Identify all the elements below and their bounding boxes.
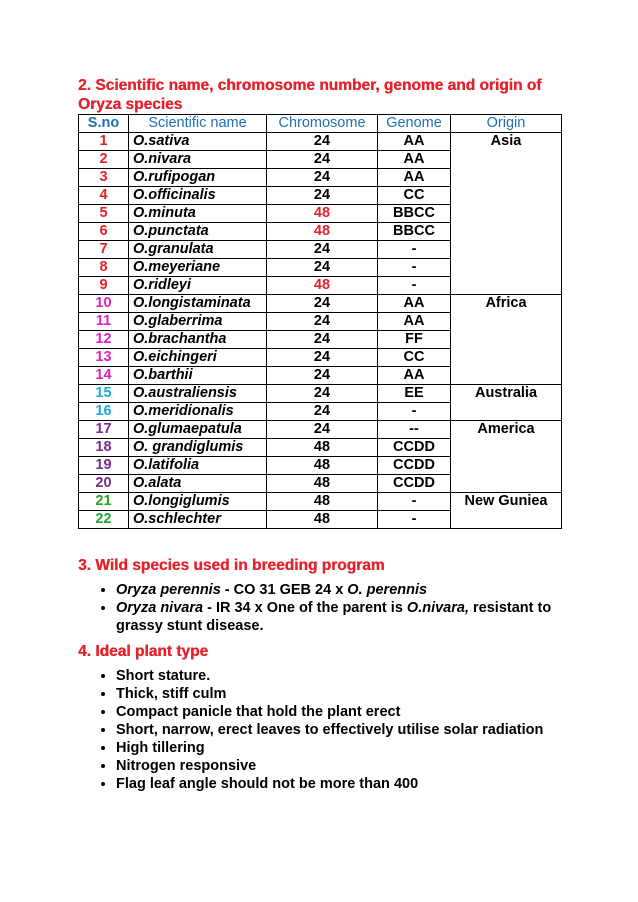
list-item	[116, 581, 562, 599]
scientific-name-cell: O.minuta	[129, 205, 267, 223]
header-origin: Origin	[451, 115, 562, 133]
section4-title: 4. Ideal plant type	[78, 643, 209, 660]
species-name: O.nivara,	[406, 600, 469, 616]
serial-number-cell: 3	[79, 169, 129, 187]
table-row	[79, 295, 562, 313]
serial-number-cell: 16	[79, 403, 129, 421]
scientific-name-cell: O.glaberrima	[129, 313, 267, 331]
serial-number-cell: 18	[79, 439, 129, 457]
header-sno: S.no	[79, 115, 129, 133]
chromosome-cell: 24	[267, 169, 378, 187]
chromosome-cell: 24	[267, 385, 378, 403]
genome-cell: -	[378, 511, 451, 529]
list-item	[116, 599, 562, 635]
serial-number-cell: 8	[79, 259, 129, 277]
list-item: • High tillering	[116, 739, 562, 757]
table-row	[79, 385, 562, 403]
scientific-name-cell: O. grandiglumis	[129, 439, 267, 457]
list-item: • Thick, stiff culm	[116, 685, 562, 703]
chromosome-cell: 48	[267, 493, 378, 511]
scientific-name-cell: O.sativa	[129, 133, 267, 151]
header-scientific-name: Scientific name	[129, 115, 267, 133]
scientific-name-cell: O.barthii	[129, 367, 267, 385]
scientific-name-cell: O.officinalis	[129, 187, 267, 205]
chromosome-cell: 24	[267, 403, 378, 421]
scientific-name-cell: O.meyeriane	[129, 259, 267, 277]
scientific-name-cell: O.schlechter	[129, 511, 267, 529]
serial-number-cell: 2	[79, 151, 129, 169]
list-item: • Compact panicle that hold the plant erect	[116, 703, 562, 721]
ideal-plant-list	[78, 667, 562, 793]
genome-cell: -	[378, 259, 451, 277]
genome-cell: CCDD	[378, 475, 451, 493]
chromosome-cell: 24	[267, 133, 378, 151]
wild-species-list	[78, 581, 562, 635]
table-row	[79, 421, 562, 439]
genome-cell: --	[378, 421, 451, 439]
table-row	[79, 133, 562, 151]
breeding-text: - IR 34 x One of the parent is	[203, 600, 407, 616]
serial-number-cell: 12	[79, 331, 129, 349]
genome-cell: AA	[378, 133, 451, 151]
chromosome-cell: 24	[267, 421, 378, 439]
serial-number-cell: 11	[79, 313, 129, 331]
scientific-name-cell: O.punctata	[129, 223, 267, 241]
genome-cell: FF	[378, 331, 451, 349]
list-item: • Short stature.	[116, 667, 562, 685]
genome-cell: CC	[378, 187, 451, 205]
scientific-name-cell: O.eichingeri	[129, 349, 267, 367]
chromosome-cell: 24	[267, 259, 378, 277]
genome-cell: CC	[378, 349, 451, 367]
chromosome-cell: 48	[267, 475, 378, 493]
scientific-name-cell: O.glumaepatula	[129, 421, 267, 439]
serial-number-cell: 5	[79, 205, 129, 223]
genome-cell: AA	[378, 295, 451, 313]
chromosome-cell: 24	[267, 313, 378, 331]
header-genome: Genome	[378, 115, 451, 133]
chromosome-cell: 24	[267, 151, 378, 169]
genome-cell: AA	[378, 151, 451, 169]
serial-number-cell: 17	[79, 421, 129, 439]
chromosome-cell: 48	[267, 511, 378, 529]
genome-cell: -	[378, 493, 451, 511]
scientific-name-cell: O.ridleyi	[129, 277, 267, 295]
serial-number-cell: 4	[79, 187, 129, 205]
origin-cell: Australia	[451, 385, 562, 421]
chromosome-cell: 48	[267, 439, 378, 457]
genome-cell: CCDD	[378, 457, 451, 475]
serial-number-cell: 13	[79, 349, 129, 367]
scientific-name-cell: O.alata	[129, 475, 267, 493]
serial-number-cell: 19	[79, 457, 129, 475]
breeding-text: - CO 31 GEB 24 x	[220, 582, 348, 598]
genome-cell: CCDD	[378, 439, 451, 457]
scientific-name-cell: O.granulata	[129, 241, 267, 259]
origin-cell: New Guniea	[451, 493, 562, 529]
document-page	[78, 76, 562, 793]
genome-cell: -	[378, 403, 451, 421]
genome-cell: AA	[378, 169, 451, 187]
table-row	[79, 493, 562, 511]
scientific-name-cell: O.nivara	[129, 151, 267, 169]
breeding-text: resistant to grassy stunt disease.	[116, 600, 552, 634]
chromosome-cell: 48	[267, 457, 378, 475]
origin-cell: America	[451, 421, 562, 493]
serial-number-cell: 1	[79, 133, 129, 151]
chromosome-cell: 24	[267, 187, 378, 205]
oryza-species-table	[78, 114, 562, 529]
genome-cell: -	[378, 277, 451, 295]
chromosome-cell: 24	[267, 241, 378, 259]
serial-number-cell: 21	[79, 493, 129, 511]
serial-number-cell: 7	[79, 241, 129, 259]
species-name: O. perennis	[347, 582, 428, 598]
scientific-name-cell: O.australiensis	[129, 385, 267, 403]
chromosome-cell: 48	[267, 205, 378, 223]
serial-number-cell: 22	[79, 511, 129, 529]
list-item: • Flag leaf angle should not be more than 400	[116, 775, 562, 793]
chromosome-cell: 48	[267, 223, 378, 241]
serial-number-cell: 14	[79, 367, 129, 385]
chromosome-cell: 24	[267, 331, 378, 349]
scientific-name-cell: O.rufipogan	[129, 169, 267, 187]
serial-number-cell: 20	[79, 475, 129, 493]
scientific-name-cell: O.longiglumis	[129, 493, 267, 511]
species-name: Oryza perennis	[116, 582, 221, 598]
list-item: • Nitrogen responsive	[116, 757, 562, 775]
chromosome-cell: 24	[267, 349, 378, 367]
scientific-name-cell: O.latifolia	[129, 457, 267, 475]
genome-cell: BBCC	[378, 223, 451, 241]
chromosome-cell: 24	[267, 295, 378, 313]
section2-title: 2. Scientific name, chromosome number, genome and origin of Oryza species	[78, 77, 542, 113]
serial-number-cell: 15	[79, 385, 129, 403]
scientific-name-cell: O.meridionalis	[129, 403, 267, 421]
section3-title: 3. Wild species used in breeding program	[78, 557, 385, 574]
origin-cell: Asia	[451, 133, 562, 295]
table-header-row	[79, 115, 562, 133]
genome-cell: AA	[378, 313, 451, 331]
origin-cell: Africa	[451, 295, 562, 385]
serial-number-cell: 9	[79, 277, 129, 295]
chromosome-cell: 48	[267, 277, 378, 295]
list-item: • Short, narrow, erect leaves to effectively utilise solar radiation	[116, 721, 562, 739]
scientific-name-cell: O.brachantha	[129, 331, 267, 349]
scientific-name-cell: O.longistaminata	[129, 295, 267, 313]
genome-cell: BBCC	[378, 205, 451, 223]
header-chromosome: Chromosome	[267, 115, 378, 133]
chromosome-cell: 24	[267, 367, 378, 385]
genome-cell: EE	[378, 385, 451, 403]
genome-cell: -	[378, 241, 451, 259]
species-name: Oryza nivara	[116, 600, 204, 616]
table-body	[79, 133, 562, 529]
genome-cell: AA	[378, 367, 451, 385]
serial-number-cell: 6	[79, 223, 129, 241]
serial-number-cell: 10	[79, 295, 129, 313]
